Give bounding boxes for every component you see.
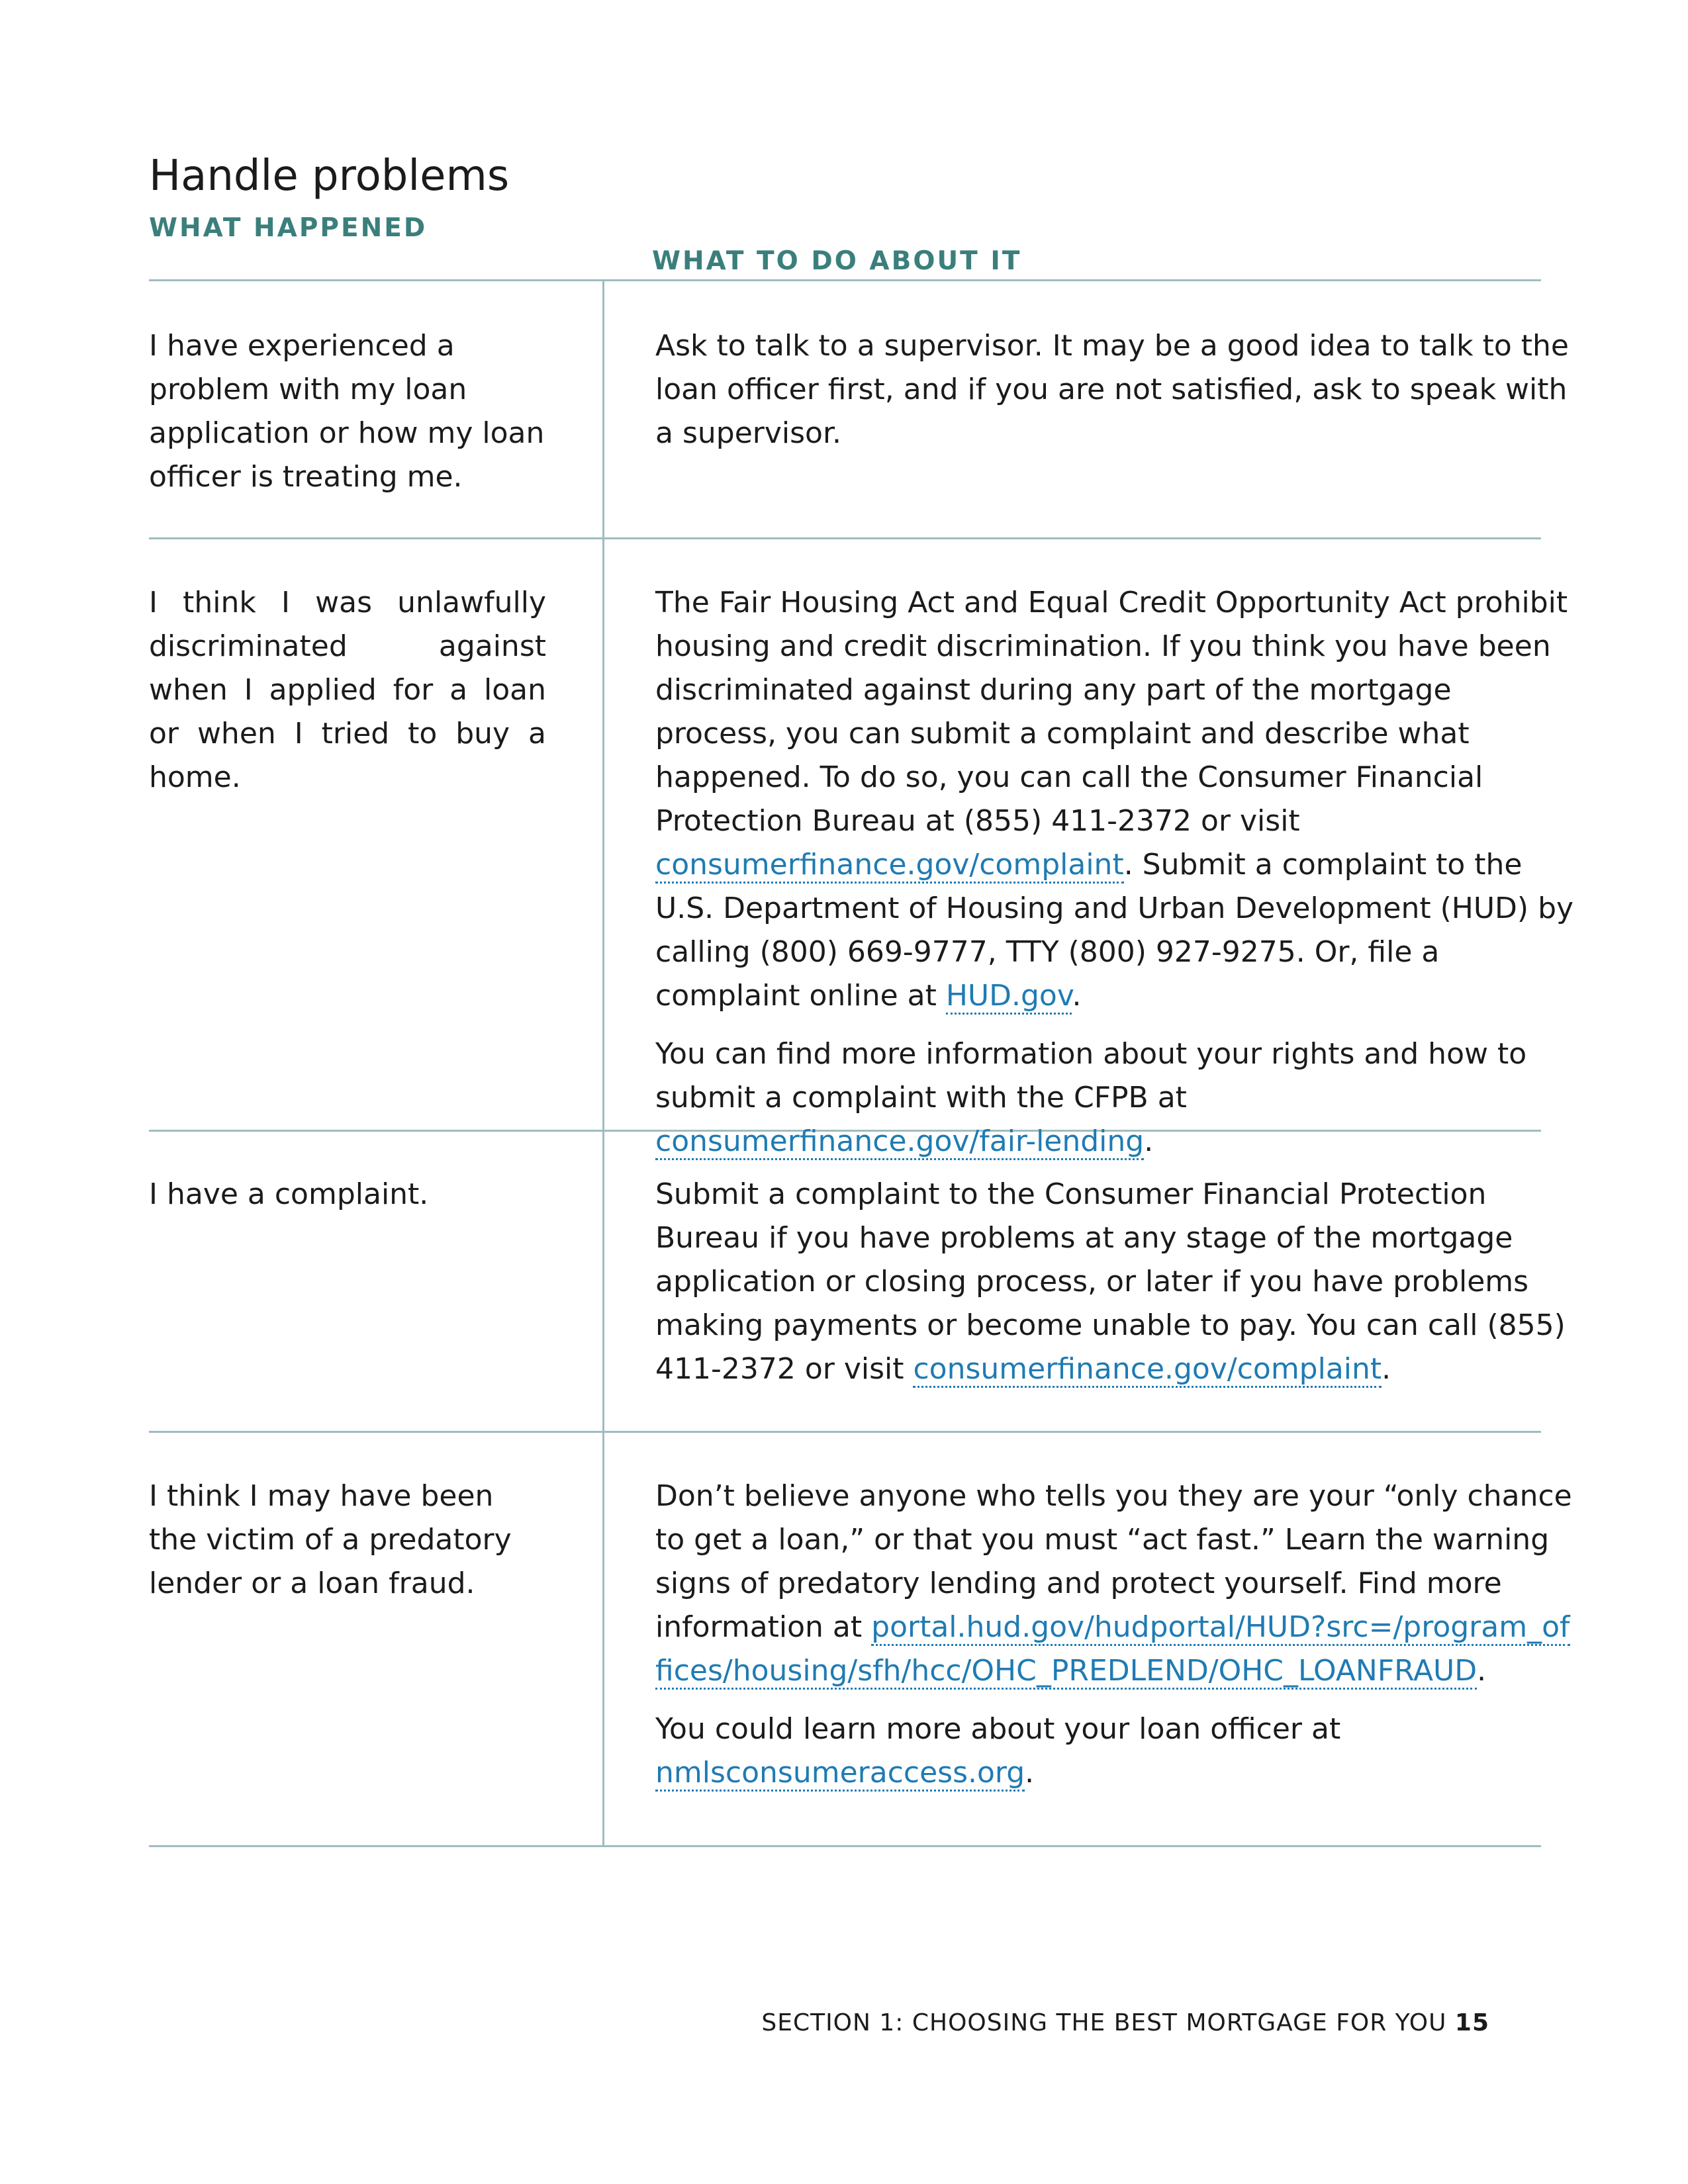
row-4-text: Don’t believe anyone who tells you they are your “only chance to get a loan,” or that you must “act fast.” Learn the warning signs of predatory lending and protect yourself. Find more information at: [655, 1479, 1572, 1644]
hud-gov-link[interactable]: HUD.gov: [946, 979, 1072, 1015]
row-1-problem: I have experienced a problem with my loan application or how my loan officer is treating me.: [149, 329, 545, 494]
complaint-link[interactable]: consumerfinance.gov/complaint: [655, 848, 1124, 884]
row-3-text: .: [1382, 1352, 1391, 1386]
table-rule: [149, 1431, 1541, 1433]
row-3-problem: I have a complaint.: [149, 1177, 429, 1211]
column-divider: [602, 281, 604, 1846]
row-2-action: [655, 581, 1575, 1178]
row-4-text: .: [1025, 1756, 1035, 1790]
row-2-text: . Submit a complaint to the U.S. Department of Housing and Urban Development (HUD) by calling (800) 669-9777, TTY (800) 927-9275. Or, file a complaint online at: [655, 848, 1574, 1013]
row-4-problem: I think I may have been the victim of a predatory lender or a loan fraud.: [149, 1479, 512, 1600]
nmls-link[interactable]: nmlsconsumeraccess.org: [655, 1756, 1025, 1792]
hud-predatory-lending-link[interactable]: portal.hud.gov/hudportal/HUD?src=/program_offices/housing/sfh/hcc/OHC_PREDLEND/OHC_LOANFRAUD: [655, 1610, 1570, 1690]
row-1-action: Ask to talk to a supervisor. It may be a good idea to talk to the loan officer first, and if you are not satisfied, ask to speak with a supervisor.: [655, 329, 1569, 450]
page-title: Handle problems: [149, 152, 510, 201]
page-number: 15: [1454, 2009, 1489, 2036]
row-3-action: [655, 1173, 1575, 1406]
page-footer: [761, 2009, 1489, 2036]
row-2-text: .: [1144, 1124, 1154, 1158]
row-2-text: .: [1072, 979, 1082, 1013]
table-rule-top: [149, 279, 1541, 281]
row-4-text: You could learn more about your loan officer at: [655, 1712, 1341, 1746]
row-4-text: .: [1477, 1654, 1487, 1688]
column-header-what-happened: WHAT HAPPENED: [149, 213, 428, 243]
row-4-paragraph-2: [655, 1707, 1575, 1795]
table-rule: [149, 537, 1541, 539]
column-header-what-to-do: WHAT TO DO ABOUT IT: [652, 246, 1022, 276]
fair-lending-link[interactable]: consumerfinance.gov/fair-lending: [655, 1124, 1144, 1160]
row-4-action: [655, 1475, 1575, 1809]
row-3-text: Submit a complaint to the Consumer Financial Protection Bureau if you have problems at any stage of the mortgage application or closing process, or later if you have problems making payments or become unable to pay. You can call (855) 411-2372 or visit: [655, 1177, 1566, 1386]
complaint-link[interactable]: consumerfinance.gov/complaint: [913, 1352, 1382, 1388]
row-2-text: The Fair Housing Act and Equal Credit Opportunity Act prohibit housing and credit discrimination. If you think you have been discriminated against during any part of the mortgage process, you can submit a complaint and describe what happened. To do so, you can call the Consumer Financial Protection Bureau at (855) 411-2372 or visit: [655, 586, 1568, 838]
row-2-paragraph-2: [655, 1032, 1575, 1163]
row-3-paragraph: [655, 1173, 1575, 1391]
row-2-text: You can find more information about your rights and how to submit a complaint with the CFPB at: [655, 1037, 1527, 1115]
footer-section: SECTION 1: CHOOSING THE BEST MORTGAGE FOR YOU: [761, 2009, 1447, 2036]
table-rule-bottom: [149, 1845, 1541, 1847]
row-4-paragraph-1: [655, 1475, 1575, 1693]
row-2-problem: I think I was unlawfully discriminated against when I applied for a loan or when I tried to buy a home.: [149, 586, 546, 794]
row-2-paragraph-1: [655, 581, 1575, 1018]
